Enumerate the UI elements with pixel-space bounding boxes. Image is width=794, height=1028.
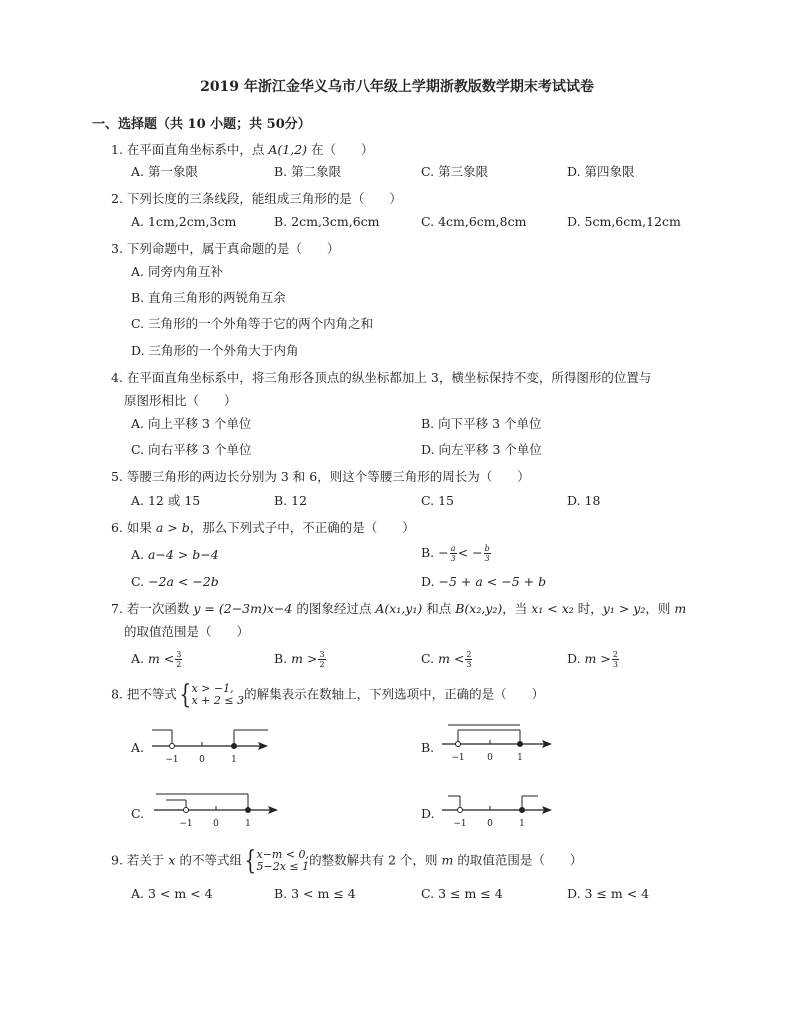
q1-option-d[interactable]: D. 第四象限 — [567, 164, 635, 179]
q8-option-a-numberline[interactable] — [150, 722, 270, 772]
tick-label-0: 0 — [487, 753, 493, 763]
question-3-stem: 3. 下列命题中，属于真命题的是（ ） — [111, 241, 340, 256]
tick-label-neg1: −1 — [453, 819, 467, 829]
q3-option-a[interactable]: A. 同旁内角互补 — [131, 264, 223, 279]
q7-option-b[interactable]: B. m > $\frac{3}{2}$ — [274, 650, 325, 669]
tick-label-1: 1 — [231, 755, 237, 765]
q3-option-d[interactable]: D. 三角形的一个外角大于内角 — [131, 343, 299, 358]
q8-option-b-numberline[interactable] — [440, 720, 555, 772]
q9-option-d[interactable]: D. 3 ≤ m < 4 — [567, 886, 650, 901]
q9-option-a[interactable]: A. 3 < m < 4 — [131, 886, 213, 901]
q3-option-b[interactable]: B. 直角三角形的两锐角互余 — [131, 290, 286, 305]
q5-option-c[interactable]: C. 15 — [421, 493, 454, 508]
q4-option-a[interactable]: A. 向上平移 3 个单位 — [131, 416, 252, 431]
question-4-stem-line2: 原图形相比（ ） — [124, 393, 237, 408]
q4-option-c[interactable]: C. 向右平移 3 个单位 — [131, 442, 252, 457]
question-6-stem: 6. 如果 a > b，那么下列式子中，不正确的是（ ） — [111, 520, 415, 535]
q8-option-d-label[interactable]: D. — [421, 806, 435, 821]
question-8-stem: 8. 把不等式{ x > −1, x + 2 ≤ 3 的解集表示在数轴上，下列选项中，正确的是（ ） — [111, 680, 545, 710]
question-7-stem-line1: 7. 若一次函数 y = (2−3m)x−4 的图象经过点 A(x₁,y₁) 和点 B(x₂,y₂)，当 x₁ < x₂ 时，y₁ > y₂，则 m — [111, 601, 687, 616]
tick-label-0: 0 — [487, 819, 493, 829]
q9-option-c[interactable]: C. 3 ≤ m ≤ 4 — [421, 886, 503, 901]
question-5-stem: 5. 等腰三角形的两边长分别为 3 和 6，则这个等腰三角形的周长为（ ） — [111, 469, 530, 484]
q8-option-d-numberline[interactable] — [440, 786, 555, 838]
page-title: 2019 年浙江金华义乌市八年级上学期浙教版数学期末考试试卷 — [200, 79, 594, 95]
q9-option-b[interactable]: B. 3 < m ≤ 4 — [274, 886, 356, 901]
tick-label-0: 0 — [199, 755, 205, 765]
question-7-stem-line2: 的取值范围是（ ） — [124, 624, 250, 639]
q2-option-c[interactable]: C. 4cm,6cm,8cm — [421, 214, 527, 229]
q5-option-a[interactable]: A. 12 或 15 — [131, 493, 201, 508]
q4-option-d[interactable]: D. 向左平移 3 个单位 — [421, 442, 542, 457]
question-1-stem: 1. 在平面直角坐标系中，点 A(1,2) 在（ ） — [111, 142, 374, 157]
q8-option-c-numberline[interactable] — [152, 786, 282, 838]
q8-option-b-label[interactable]: B. — [421, 740, 435, 755]
tick-label-1: 1 — [517, 753, 523, 763]
tick-label-neg1: −1 — [451, 753, 465, 763]
q5-option-b[interactable]: B. 12 — [274, 493, 308, 508]
q1-option-c[interactable]: C. 第三象限 — [421, 164, 489, 179]
q1-option-b[interactable]: B. 第二象限 — [274, 164, 342, 179]
tick-label-neg1: −1 — [179, 819, 193, 829]
tick-label-1: 1 — [245, 819, 251, 829]
q6-option-d[interactable]: D. −5 + a < −5 + b — [421, 574, 547, 589]
q7-option-c[interactable]: C. m < $\frac{2}{3}$ — [421, 650, 472, 669]
section-heading: 一、选择题（共 10 小题；共 50分） — [92, 117, 311, 132]
question-9-stem: 9. 若关于 x 的不等式组{ x−m < 0, 5−2x ≤ 1 的整数解共有 2 个，则 m 的取值范围是（ ） — [111, 846, 583, 876]
q6-option-a[interactable]: A. a−4 > b−4 — [131, 547, 219, 562]
q7-option-d[interactable]: D. m > $\frac{2}{3}$ — [567, 650, 618, 669]
q2-option-b[interactable]: B. 2cm,3cm,6cm — [274, 214, 380, 229]
q2-option-a[interactable]: A. 1cm,2cm,3cm — [131, 214, 237, 229]
question-4-stem-line1: 4. 在平面直角坐标系中，将三角形各顶点的纵坐标都加上 3，横坐标保持不变，所得图形的位置与 — [111, 370, 652, 385]
tick-label-0: 0 — [213, 819, 219, 829]
q6-option-b[interactable]: B. − $\frac{a}{3}$ < − $\frac{b}{3}$ — [421, 544, 490, 563]
q6-option-c[interactable]: C. −2a < −2b — [131, 574, 219, 589]
q1-option-a[interactable]: A. 第一象限 — [131, 164, 198, 179]
q4-option-b[interactable]: B. 向下平移 3 个单位 — [421, 416, 542, 431]
q7-option-a[interactable]: A. m < $\frac{3}{2}$ — [131, 650, 182, 669]
q5-option-d[interactable]: D. 18 — [567, 493, 601, 508]
tick-label-1: 1 — [519, 819, 525, 829]
q8-option-a-label[interactable]: A. — [131, 740, 145, 755]
q8-option-c-label[interactable]: C. — [131, 806, 145, 821]
q3-option-c[interactable]: C. 三角形的一个外角等于它的两个内角之和 — [131, 316, 374, 331]
question-2-stem: 2. 下列长度的三条线段，能组成三角形的是（ ） — [111, 191, 402, 206]
q2-option-d[interactable]: D. 5cm,6cm,12cm — [567, 214, 681, 229]
tick-label-neg1: −1 — [165, 755, 179, 765]
